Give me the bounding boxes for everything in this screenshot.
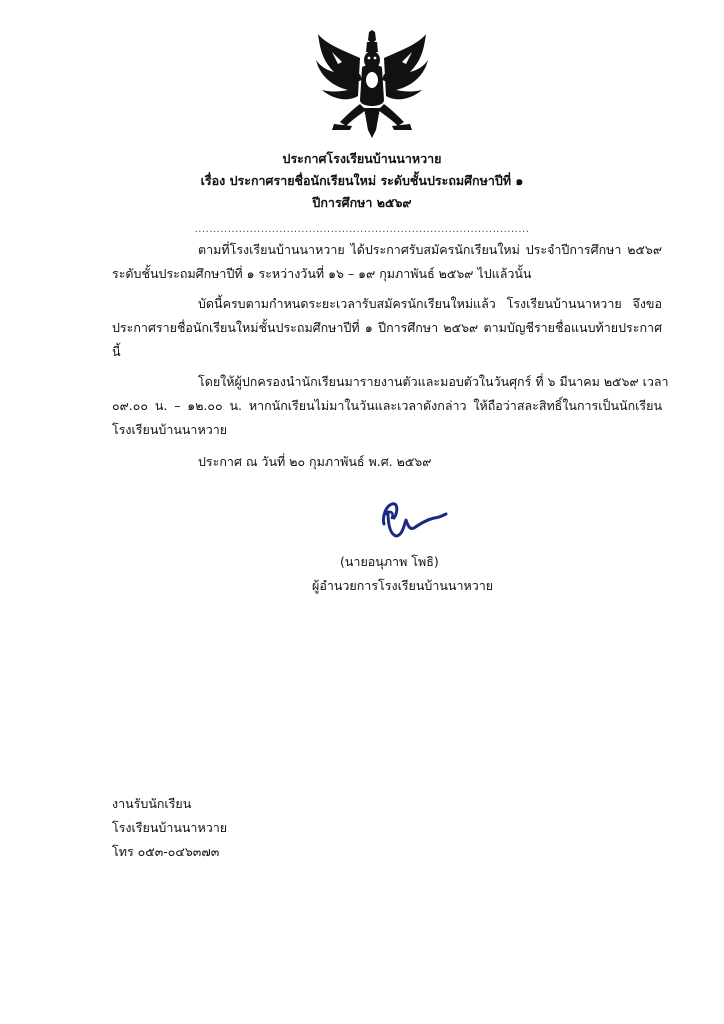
paragraph-3-line-2: ๐๙.๐๐ น. – ๑๒.๐๐ น. หากนักเรียนไม่มาในวันและเวลาดังกล่าว ให้ถือว่าสละสิทธิ์ในการเป็นนักเรียน <box>112 398 662 413</box>
announcement-title: ประกาศโรงเรียนบ้านนาหวาย <box>282 151 442 166</box>
header-divider: ........................................................................................... <box>194 224 530 235</box>
signer-name: (นายอนุภาพ โพธิ) <box>340 554 439 569</box>
footer-school: โรงเรียนบ้านนาหวาย <box>112 820 228 835</box>
paragraph-1-line-1: ตามที่โรงเรียนบ้านนาหวาย ได้ประกาศรับสมัครนักเรียนใหม่ ประจำปีการศึกษา ๒๕๖๙ <box>198 242 662 257</box>
footer-department: งานรับนักเรียน <box>112 796 192 811</box>
signature-image <box>378 496 448 540</box>
paragraph-3-line-1: โดยให้ผู้ปกครองนำนักเรียนมารายงานตัวและมอบตัวในวันศุกร์ ที่ ๖ มีนาคม ๒๕๖๙ เวลา <box>198 374 669 389</box>
announcement-date: ประกาศ ณ วันที่ ๒๐ กุมภาพันธ์ พ.ศ. ๒๕๖๙ <box>198 454 432 469</box>
paragraph-2-line-3: นี้ <box>112 344 121 359</box>
paragraph-1-line-2: ระดับชั้นประถมศึกษาปีที่ ๑ ระหว่างวันที่ ๑๖ – ๑๙ กุมภาพันธ์ ๒๕๖๙ ไปแล้วนั้น <box>112 266 532 281</box>
garuda-emblem-icon <box>312 30 432 138</box>
paragraph-3-line-3: โรงเรียนบ้านนาหวาย <box>112 422 228 437</box>
academic-year: ปีการศึกษา ๒๕๖๙ <box>312 195 412 210</box>
paragraph-2-line-1: บัดนี้ครบตามกำหนดระยะเวลารับสมัครนักเรียนใหม่แล้ว โรงเรียนบ้านนาหวาย จึงขอ <box>198 296 662 311</box>
announcement-subject: เรื่อง ประกาศรายชื่อนักเรียนใหม่ ระดับชั้นประถมศึกษาปีที่ ๑ <box>200 173 524 188</box>
signer-position: ผู้อำนวยการโรงเรียนบ้านนาหวาย <box>312 578 494 593</box>
paragraph-2-line-2: ประกาศรายชื่อนักเรียนใหม่ชั้นประถมศึกษาปีที่ ๑ ปีการศึกษา ๒๕๖๙ ตามบัญชีรายชื่อแนบท้ายประกาศ <box>112 320 662 335</box>
footer-phone: โทร ๐๕๓-๐๔๖๓๗๓ <box>112 844 220 859</box>
